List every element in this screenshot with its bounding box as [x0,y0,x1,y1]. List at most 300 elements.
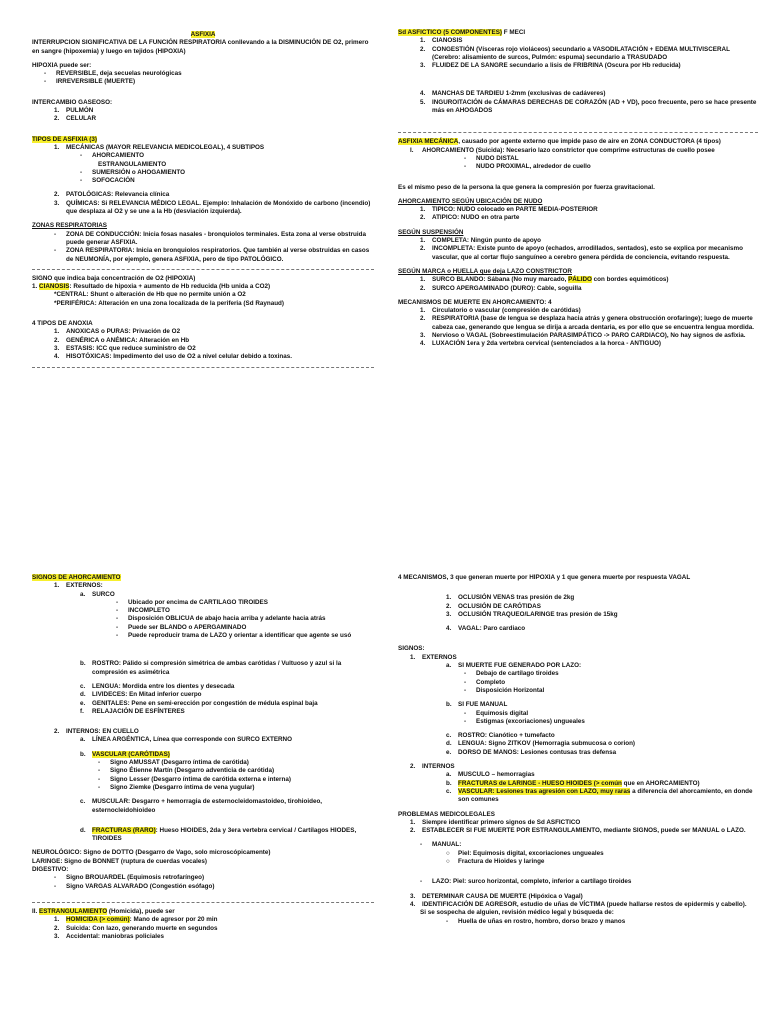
text-run: RESPIRATORIA (base de lengua se desplaza hacia atrás y genera obstrucción orofaringe); luego de muerte cabeza cae, generando que lengua se dirija a arcada dentaria, es por ello que se encuentra lengua mordida. [432,315,754,331]
list-marker: b. [80,660,86,668]
list-item-text [432,841,758,849]
text-run: ESTRANGULAMIENTO [98,160,167,168]
list-item [32,751,374,759]
list-item [32,191,374,199]
list-item [32,70,374,78]
list-item [398,594,758,602]
list-marker: - [80,168,83,176]
highlighted-text: ESTRANGULAMIENTO [39,907,108,915]
list-marker: 1. [54,582,60,590]
list-marker: 2. [54,191,60,199]
text-run: ZONA DE CONDUCCIÓN: Inicia fosas nasales - bronquiolos terminales. Esta zona al verse obstruida puede generar ASFIXIA. [66,230,366,246]
list-item-text [92,683,374,691]
text-run: GENÉRICA o ANÉMICA: Alteración en Hb [66,336,190,344]
list-marker: c. [80,682,86,690]
list-item [32,632,374,640]
list-item-text [432,285,758,293]
text-run: TIPICO: NUDO colocado en PARTE MEDIA-POSTERIOR [432,206,598,214]
list-item-text [476,155,758,163]
list-marker: - [98,783,101,791]
list-marker: a. [446,771,452,779]
highlighted-text: Sd ASFICTICO (5 COMPONENTES) [398,29,503,36]
list-marker: 2. [420,245,426,253]
text-run: II. [32,907,39,915]
text-run: Ubicado por encima de CARTILAGO TIROIDES [128,598,268,606]
text-run: SURCO [92,590,115,598]
text-run: SIGNO que indica baja concentración de O2 (HIPOXIA) [32,274,196,282]
list-marker: e. [80,699,86,707]
text-run: SURCO BLANDO: Sábana (No muy marcado, [432,276,569,284]
dashed-separator [32,367,374,368]
list-marker: 2. [410,763,416,771]
text-run: Signo BROUARDEL (Equimosis retrofaríngeo) [66,874,205,882]
list-item [32,200,374,217]
list-marker: a. [80,736,86,744]
list-item [32,231,374,248]
list-item [32,177,374,185]
text-run: INTERNOS [422,763,455,771]
list-marker: - [116,607,119,615]
list-item [398,603,758,611]
text-run: LUXACIÓN 1era y 2da vertebra cervical (sentenciados a la horca - ANTIGUO) [432,340,661,348]
text-run: : Mano de agresor por 20 min [129,916,218,924]
dashed-separator [32,269,374,270]
list-marker: d. [446,740,452,748]
list-item [398,285,758,293]
list-item-text [432,276,758,284]
list-item [398,315,758,332]
text-run: Circulatorio o vascular (compresión de carótidas) [432,307,581,315]
list-item [32,700,374,708]
list-item-text [458,662,758,670]
text-run: : Hueso HIOIDES, 2da y 3era vertebra cervical / Cartílagos HIODES, TIROIDES [92,826,357,843]
text-run: DETERMINAR CAUSA DE MUERTE (Hipóxica o Vagal) [422,892,583,900]
list-item [32,691,374,699]
list-marker: - [464,709,467,717]
text-run: ROSTRO: Cianótico + tumefacto [458,732,555,740]
text-run: COMPLETA: Ningún punto de apoyo [432,237,542,245]
list-marker: - [464,678,467,686]
text-run: Puede reproducir trama de LAZO y orientar a identificar que agente se usó [128,632,352,640]
list-item-text [458,611,758,619]
text-run: INTERNOS: EN CUELLO [66,728,139,736]
list-item-text [458,701,758,709]
list-marker: 1. [410,653,416,661]
list-item [32,591,374,599]
list-item-text [66,874,374,882]
text-run: Disposición Horizontal [476,686,545,694]
text-run: Nervioso o VAGAL (Sobreestimulación PARASIMPÁTICO -> PARO CARDIACO), No hay signos de asfixia. [432,332,746,340]
text-run: MUSCULO – hemorragias [458,771,535,779]
text-run: INCOMPLETO [128,607,170,615]
text-run: Huella de uñas en rostro, hombro, dorso brazo y manos [458,917,626,925]
list-item [398,740,758,748]
text-run: IDENTIFICACIÓN DE AGRESOR, estudio de uñas de VÍCTIMA (puede hallarse restos de epidermis y cabello). [422,900,747,908]
list-item [398,662,758,670]
list-marker: 4. [410,900,416,908]
list-marker: - [420,841,423,849]
text-run: GENITALES: Pene en semi-erección por congestión de médula espinal baja [92,699,318,707]
list-item [398,611,758,619]
list-item [398,771,758,779]
spacer [32,815,374,827]
text-line [32,99,374,107]
spacer [398,115,758,127]
list-item [32,144,374,152]
text-run: ROSTRO: Pálido si compresión simétrica de ambas carótidas / Vultuoso y azul si la compresión es asimétrica [92,660,342,676]
text-line [32,283,374,291]
list-marker: 3. [420,62,426,70]
text-run: Es el mismo peso de la persona la que genera la compresión por fuerza gravitacional. [398,183,655,191]
list-marker: - [464,686,467,694]
list-item [398,163,758,171]
list-marker: e. [446,748,452,756]
text-run: MUSCULAR: Desgarro + hemorragia de esternocleidomastoideo, tirohioideo, esternocleidohioideo [92,798,323,814]
list-item-text [110,767,374,775]
list-item-text [432,878,758,886]
list-item-text [458,850,758,858]
list-item [398,893,758,901]
text-line [32,908,374,916]
text-run: QUÍMICAS: Si RELEVANCIA MÉDICO LEGAL. Ejemplo: Inhalación de Monóxido de carbono (incendio) que desplaza al O2 y se une a la Hb (desviación izquierda). [66,199,371,216]
list-marker: 1. [420,206,426,214]
list-marker: 2. [446,602,452,610]
list-item [32,328,374,336]
list-item-text [432,62,758,70]
list-marker: - [420,878,423,886]
list-item-text [66,115,374,123]
list-item-text [422,819,758,827]
list-item [398,710,758,718]
text-run: Estigmas (excoriaciones) ungueales [476,717,585,725]
list-marker: - [80,152,83,160]
list-item [32,169,374,177]
document-page-4 [384,512,768,1024]
text-run: 4 TIPOS DE ANOXIA [32,320,93,328]
list-item [32,933,374,941]
list-marker: 3. [54,199,60,207]
list-item [32,798,374,815]
list-marker: 1. [54,107,60,115]
text-line [398,138,758,146]
text-run: INTERCAMBIO GASEOSO: [32,98,113,106]
list-item-text [56,70,374,78]
text-run: PULMÓN [66,107,94,115]
list-item [32,827,374,844]
text-run: DORSO DE MANOS: Lesiones contusas tras defensa [458,748,617,756]
list-marker: 1. [420,37,426,45]
text-line [32,136,374,144]
text-run: DIGESTIVO: [32,866,69,874]
text-line [398,198,758,206]
list-marker: - [116,598,119,606]
list-item-text [92,736,374,744]
list-item [398,718,758,726]
text-run: VAGAL: Paro cardiaco [458,625,526,633]
underlined-heading: SEGÚN MARCA o HUELLA que deja LAZO CONSTRICTOR [398,267,572,275]
highlighted-heading: TIPOS DE ASFIXIA (3) [32,135,97,143]
list-item-text [66,247,374,264]
list-item [398,749,758,757]
list-item-text [458,594,758,602]
list-marker: - [44,78,47,86]
text-line [398,229,758,237]
list-item-text [92,700,374,708]
list-item-text [92,691,374,699]
text-line [32,858,374,866]
text-line [398,268,758,276]
list-item [32,624,374,632]
text-run: INGUROITACIÓN de CÁMARAS DERECHAS DE CORAZÓN (AD + VD), poco frecuente, pero se hace presente más en AHOGADOS [432,98,757,115]
highlighted-text: CIANOSIS [39,283,70,291]
list-item [32,152,374,160]
text-run: Debajo de cartílago tiroides [476,670,559,678]
list-item-text [128,632,374,640]
text-run: PATOLÓGICAS: Relevancia clínica [66,191,170,199]
list-item-text [432,237,758,245]
list-item [32,784,374,792]
text-run: EXTERNOS: [66,582,103,590]
list-item [398,206,758,214]
list-marker: 1. [54,328,60,336]
list-item-text [432,340,758,348]
list-item-text [66,582,374,590]
list-item-text [458,780,758,788]
list-item-text [422,893,758,901]
list-item [398,780,758,788]
text-run: Fractura de Hioides y laringe [458,858,545,866]
highlighted-text: PÁLIDO [568,276,592,284]
list-marker: 4. [420,90,426,98]
text-run: EXTERNOS [422,653,457,661]
text-run: FLUIDEZ DE LA SANGRE secundario a lisis de FRIBRINA (Oscura por Hb reducida) [432,62,681,70]
list-item [398,732,758,740]
text-line [398,184,758,192]
text-run: Signo AMUSSAT (Desgarro íntima de carótida) [110,759,249,767]
list-item-text [432,315,758,332]
list-item-text [92,708,374,716]
list-item-text [128,615,374,623]
text-line [32,62,374,70]
text-run: PROBLEMAS MEDICOLEGALES [398,810,495,818]
list-item-text [432,245,758,262]
list-marker: - [446,917,449,925]
list-item [32,776,374,784]
text-run: SI MUERTE FUE GENERADO POR LAZO: [458,662,582,670]
list-item [398,245,758,262]
text-run: con bordes equimóticos) [591,276,669,284]
list-marker: - [80,177,83,185]
list-marker: 1. [420,307,426,315]
text-run: (Homicida), puede ser [107,907,175,915]
list-item [32,607,374,615]
text-run: SI FUE MANUAL [458,701,508,709]
list-item [32,874,374,882]
list-item [398,901,758,909]
list-item-text [92,177,374,185]
text-run: 1. [32,283,40,291]
list-item-text [66,144,374,152]
list-item-text [432,307,758,315]
list-item-text [92,827,374,844]
list-item [398,679,758,687]
list-item-text [92,660,374,677]
list-item-text [432,46,758,63]
list-marker: 3. [54,932,60,940]
text-run: Suicida: Con lazo, generando muerte en segundos [66,924,218,932]
text-line [398,574,758,582]
list-item [32,247,374,264]
text-run: LAZO: Piel: surco horizontal, completo, inferior a cartílago tiroides [432,878,632,886]
text-run: CELULAR [66,115,97,123]
text-run: Signo Ziemke (Desgarro íntima de vena yugular) [110,783,255,791]
list-item [398,654,758,662]
text-line [32,866,374,874]
list-marker: - [116,615,119,623]
text-run: Siempre identificar primero signos de Sd ASFICTICO [422,818,581,826]
text-run: MECANISMOS DE MUERTE EN AHORCAMIENTO: 4 [398,298,552,306]
list-item-text [458,858,758,866]
text-run: RELAJACIÓN DE ESFÍNTERES [92,707,185,715]
text-line [398,811,758,819]
spacer [32,891,374,897]
list-item-text [422,147,758,155]
text-run: 4 MECANISMOS, 3 que generan muerte por HIPOXIA y 1 que genera muerte por respuesta VAGAL [398,574,691,581]
text-run: ANOXICAS o PURAS: Privación de O2 [66,328,181,336]
text-run: SUMERSIÓN o AHOGAMIENTO [92,168,186,176]
text-run: Signo Lesser (Desgarro íntima de carótida externa e interna) [110,775,291,783]
list-item-text [422,827,758,835]
list-item [32,883,374,891]
list-item [398,155,758,163]
list-item-text [92,152,374,160]
text-line [32,320,374,328]
list-item [398,214,758,222]
text-run: Signo Étienne Martín (Desgarro adventicia de carótida) [110,767,275,775]
list-item-text [458,918,758,926]
underlined-heading: AHORCAMIENTO SEGÚN UBICACIÓN DE NUDO [398,197,543,205]
list-marker: ○ [446,858,450,866]
list-item [398,37,758,45]
text-run: LENGUA: Mordida entre los dientes y desecada [92,682,235,690]
spacer [32,124,374,136]
text-run: Disposición OBLICUA de abajo hacia arriba y adelante hacia atrás [128,615,326,623]
text-line [32,222,374,230]
list-marker: 3. [420,332,426,340]
list-item-text [66,107,374,115]
list-item-text [128,599,374,607]
list-marker: 4. [446,625,452,633]
text-run: AHORCAMIENTO (Suicida): Necesario lazo constrictor que comprime estructuras de cuello posee [422,146,715,154]
text-run: Si se sospecha de alguien, revisión médico legal y búsqueda de: [420,909,614,917]
text-run: AHORCAMIENTO [92,152,145,160]
list-item [32,916,374,924]
list-item-text [92,169,374,177]
list-marker: 3. [446,610,452,618]
list-marker: a. [80,590,86,598]
text-run: ESTASIS: ICC que reduce suministro de O2 [66,344,196,352]
list-item-text [458,732,758,740]
text-run: OCLUSIÓN DE CARÓTIDAS [458,602,541,610]
text-run: ESTABLECER SI FUE MUERTE POR ESTRANGULAMIENTO, mediante SIGNOS, puede ser MANUAL o LAZO. [422,827,746,835]
list-item [398,670,758,678]
document-page-2 [384,0,768,512]
text-run: ATIPICO: NUDO en otra parte [432,214,520,222]
text-run: ZONA RESPIRATORIA: Inicia en bronquiolos respiratorios. Que también al verse obstruidas en casos de NEUMONÍA, por ejemplo, genera ASFIXIA, pero de tipo PATOLÓGICO. [66,247,370,263]
list-item [32,582,374,590]
list-item-text [422,654,758,662]
highlighted-text: HOMICIDA (> común) [66,916,130,924]
text-run: Equimosis digital [476,709,529,717]
list-marker: 2. [54,336,60,344]
text-run: NUDO PROXIMAL, alrededor de cuello [476,163,591,171]
text-run: *PERIFÉRICA: Alteración en una zona localizada de la periferia (Sd Raynaud) [54,299,285,307]
spacer [398,70,758,90]
list-item-text [110,784,374,792]
list-marker: 2. [420,284,426,292]
list-item [32,107,374,115]
list-item [398,701,758,709]
text-run: Piel: Equimosis digital, excoriaciones ungueales [458,849,604,857]
list-marker: 2. [54,728,60,736]
list-item-text [458,788,758,805]
list-item-text [458,749,758,757]
list-marker: 5. [420,98,426,106]
list-marker: 2. [420,214,426,222]
list-marker: 4. [420,340,426,348]
list-item-text [458,625,758,633]
list-item-text [66,328,374,336]
list-item-text [66,883,374,891]
text-run: que en AHORCAMIENTO) [621,779,700,787]
text-line [32,300,374,308]
list-marker: 1. [420,237,426,245]
highlighted-text: VASCULAR: Lesiones tras agresión con LAZO, muy raras [458,787,631,795]
text-line [398,909,758,917]
underlined-heading: ZONAS RESPIRATORIAS [32,222,107,230]
list-marker: I. [410,146,414,154]
list-item-text [66,925,374,933]
list-item-text [66,933,374,941]
highlighted-text: VASCULAR (CARÓTIDAS) [92,750,170,758]
list-item [32,683,374,691]
list-item [398,850,758,858]
text-line [32,291,374,299]
list-item [398,687,758,695]
text-run: LENGUA: Signo ZITKOV (Hemorragia submucosa o corion) [458,740,636,748]
list-item-text [476,710,758,718]
spacer [32,716,374,728]
list-marker: c. [80,798,86,806]
list-marker: 4. [54,353,60,361]
text-run: SIGNOS: [398,645,425,653]
list-marker: - [464,717,467,725]
text-run: F MECI [502,29,526,36]
list-item-text [66,916,374,924]
list-item [32,78,374,86]
text-line [398,299,758,307]
list-item-text [422,763,758,771]
list-marker: 2. [410,827,416,835]
list-marker: - [54,230,57,238]
list-marker: 2. [420,315,426,323]
text-run: Signo VARGAS ALVARADO (Congestión esófago) [66,882,215,890]
list-item [398,763,758,771]
text-run: LARINGE: Signo de BONNET (ruptura de cuerdas vocales) [32,857,207,865]
list-item-text [128,624,374,632]
list-item-text [66,200,374,217]
text-run: SOFOCACIÓN [92,177,135,185]
